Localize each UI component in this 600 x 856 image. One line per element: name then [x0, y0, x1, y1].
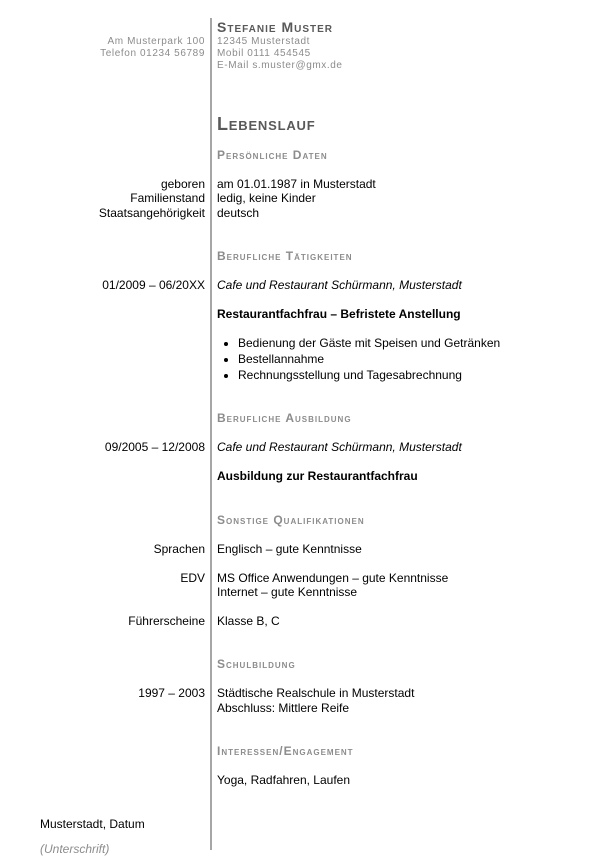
training-title: Ausbildung zur Restaurantfachfrau: [217, 469, 418, 483]
label-edv: EDV: [180, 571, 205, 585]
address-street: Am Musterpark 100: [107, 36, 205, 47]
section-heading-training: Berufliche Ausbildung: [217, 411, 352, 425]
address-city: 12345 Musterstadt: [217, 36, 311, 47]
place-date: Musterstadt, Datum: [40, 817, 145, 831]
label-born: geboren: [160, 177, 205, 191]
school-name: Städtische Realschule in Musterstadt: [217, 686, 415, 700]
training-employer: Cafe und Restaurant Schürmann, Musterstadt: [217, 440, 462, 454]
value-drivers-license: Klasse B, C: [217, 614, 280, 628]
email-address: E-Mail s.muster@gmx.de: [217, 60, 343, 71]
section-heading-school: Schulbildung: [217, 657, 296, 671]
signature-line: (Unterschrift): [40, 842, 110, 856]
school-period: 1997 – 2003: [138, 686, 205, 700]
value-nationality: deutsch: [217, 206, 260, 220]
section-heading-qualifications: Sonstige Qualifikationen: [217, 513, 365, 527]
section-heading-work: Berufliche Tätigkeiten: [217, 249, 353, 263]
label-drivers-license: Führerscheine: [128, 614, 205, 628]
phone-number: Telefon 01234 56789: [100, 48, 205, 59]
work-task-list: [217, 335, 500, 383]
value-marital-status: ledig, keine Kinder: [217, 191, 316, 205]
value-born: am 01.01.1987 in Musterstadt: [217, 177, 376, 191]
applicant-name: Stefanie Muster: [217, 19, 334, 35]
list-item: • Bestellannahme: [238, 351, 500, 367]
vertical-divider: [210, 18, 212, 850]
work-employer: Cafe und Restaurant Schürmann, Musterstadt: [217, 278, 462, 292]
list-item: • Bedienung der Gäste mit Speisen und Getränken: [238, 335, 500, 351]
mobile-number: Mobil 0111 454545: [217, 48, 311, 59]
value-edv-office: MS Office Anwendungen – gute Kenntnisse: [217, 571, 449, 585]
value-edv-internet: Internet – gute Kenntnisse: [217, 585, 358, 599]
label-marital-status: Familienstand: [130, 191, 205, 205]
document-title: Lebenslauf: [217, 114, 316, 134]
school-degree: Abschluss: Mittlere Reife: [217, 701, 350, 715]
interests-value: Yoga, Radfahren, Laufen: [217, 773, 351, 787]
work-period: 01/2009 – 06/20XX: [102, 278, 205, 292]
training-period: 09/2005 – 12/2008: [104, 440, 205, 454]
section-heading-personal: Persönliche Daten: [217, 148, 328, 162]
list-item: • Rechnungsstellung und Tagesabrechnung: [238, 367, 500, 383]
work-position: Restaurantfachfrau – Befristete Anstellung: [217, 307, 461, 321]
label-nationality: Staatsangehörigkeit: [98, 206, 205, 220]
value-languages: Englisch – gute Kenntnisse: [217, 542, 362, 556]
section-heading-interests: Interessen/Engagement: [217, 744, 354, 758]
label-languages: Sprachen: [153, 542, 205, 556]
